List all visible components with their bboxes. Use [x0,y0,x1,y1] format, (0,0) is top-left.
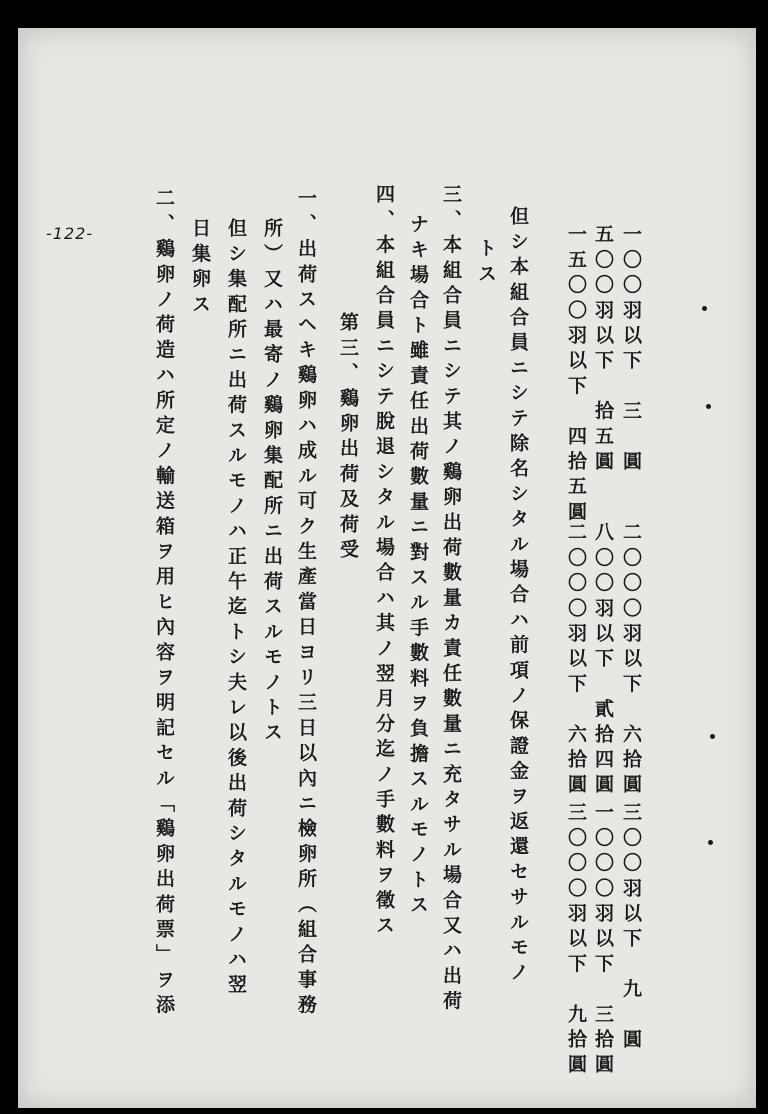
page-number: -122- [46,224,94,243]
text-column: 日集卵ス [189,218,211,319]
tariff-line: 八〇〇羽以下 貳拾四圓 [592,522,614,800]
text-column: 四、本組合員ニシテ脫退シタル場合ハ其ノ翌月分迄ノ手數料ヲ徵ス [373,184,395,940]
tariff-line: 三〇〇羽以下 九 圓 [620,802,642,1054]
speck-mark [706,404,711,409]
speck-mark [710,734,715,739]
tariff-line: 一〇〇〇羽以下 三拾圓 [592,802,614,1080]
text-column: 三、本組合員ニシテ其ノ鷄卵出荷數量カ責任數量ニ充タサル場合又ハ出荷 [440,184,462,1016]
text-column: 一、出荷スヘキ鷄卵ハ成ル可ク生產當日ヨリ三日以內ニ檢卵所（組合事務 [295,188,317,1020]
text-column: 但シ本組合員ニシテ除名シタル場合ハ前項ノ保證金ヲ返還セサルモノ [507,206,529,988]
tariff-line: 二〇〇〇羽以下 六拾圓 [620,522,642,800]
tariff-line: 一五〇〇羽以下 四拾五圓 [565,224,587,527]
text-column: 二、鷄卵ノ荷造ハ所定ノ輸送箱ヲ用ヒ內容ヲ明記セル「鷄卵出荷票」ヲ添 [153,188,175,1020]
tariff-line: 五〇〇羽以下 拾五圓 [592,224,614,476]
tariff-line: 一〇〇羽以下 三 圓 [620,224,642,476]
speck-mark [708,840,713,845]
tariff-line: 三〇〇〇羽以下 九拾圓 [565,802,587,1080]
text-column: トス [475,238,497,289]
document-page [18,28,756,1108]
text-column: ナキ場合ト雖責任出荷數量ニ對スル手數料ヲ負擔スルモノトス [407,214,429,920]
speck-mark [702,306,707,311]
tariff-line: 二〇〇〇羽以下 六拾圓 [565,522,587,800]
text-column: 但シ集配所ニ出荷スルモノハ正午迄トシ夫レ以後出荷シタルモノハ翌 [225,218,247,1000]
text-column: 所）又ハ最寄ノ鷄卵集配所ニ出荷スルモノトス [261,218,283,748]
section-heading: 第三、鷄卵出荷及荷受 [337,312,359,564]
